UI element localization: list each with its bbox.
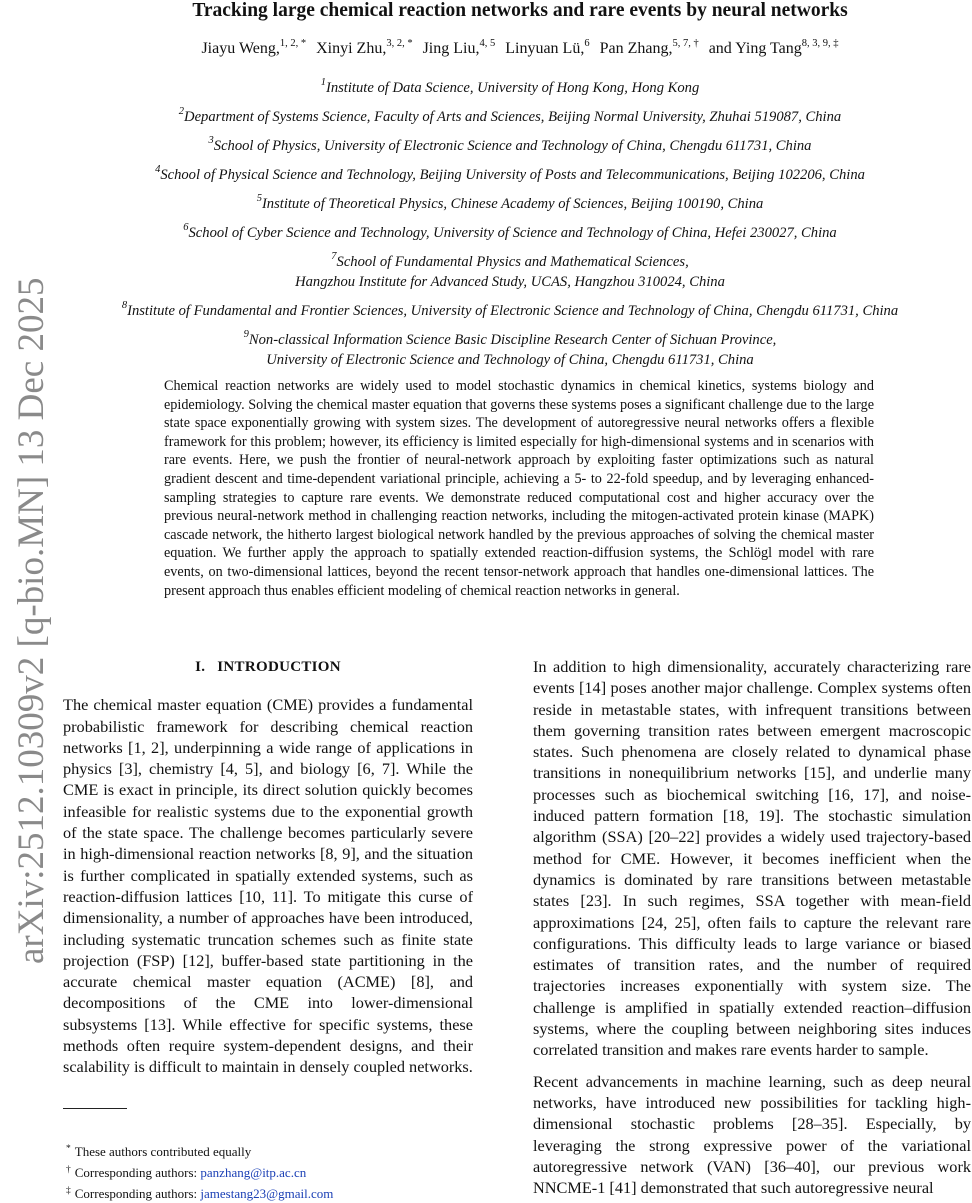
- affiliation: [60, 330, 960, 370]
- author: [423, 40, 496, 57]
- affiliation-text: School of Fundamental Physics and Mathematical Sciences,: [336, 254, 689, 270]
- affiliation-number: 4: [155, 164, 161, 175]
- body-paragraph: The chemical master equation (CME) provides a fundamental probabilistic framework for describing chemical reaction networks [1, 2], underpinning a wide range of applications in physics [3], chemistry [4, 5], and biology [6, 7]. While the CME is exact in principle, its direct solution quickly becomes infeasible for realistic systems due to the exponential growth of the state space. The challenge becomes particularly severe in high-dimensional reaction networks [8, 9], and the situation is further complicated in spatially extended systems, such as reaction-diffusion lattices [10, 11]. To mitigate this curse of dimensionality, a number of approaches have been introduced, including systematic truncation schemes such as finite state projection (FSP) [12], buffer-based state partitioning in the accurate chemical master equation (ACME) [8], and decompositions of the CME into lower-dimensional subsystems [13]. While effective for specific systems, these methods often require system-dependent designs, and their scalability is difficult to maintain in densely coupled networks.: [63, 695, 473, 1077]
- author-list: [80, 40, 960, 58]
- affiliation-text: Department of Systems Science, Faculty of Arts and Sciences, Beijing Normal University, Zhuhai 519087, China: [184, 109, 842, 125]
- footnote-text: Corresponding authors:: [74, 1165, 201, 1180]
- footnote-divider: [63, 1108, 127, 1109]
- body-paragraph: In addition to high dimensionality, accurately characterizing rare events [14] poses another major challenge. Complex systems often reside in metastable states, with infrequent transitions between them governing transition rates between emergent macroscopic states. Such phenomena are closely related to dynamical phase transitions in nonequilibrium networks [15], and underlie many processes such as biochemical switching [16, 17], and noise-induced pattern formation [18, 19]. The stochastic simulation algorithm (SSA) [20–22] provides a widely used trajectory-based method for CME. However, it becomes inefficient when the dynamics is dominated by rare transitions between metastable states [23]. In such regimes, SSA together with mean-field approximations [24, 25], often fails to capture the relevant rare configurations. This difficulty leads to large variance or biased estimates of transition rates, and the number of required trajectories increases exponentially with system size. The challenge is amplified in spatially extended reaction–diffusion systems, where the coupling between neighboring sites induces correlated transition and makes rare events harder to sample.: [533, 657, 971, 1060]
- author-affil-mark: 5, 7, †: [672, 38, 699, 49]
- author: [600, 40, 699, 57]
- author: [201, 40, 306, 57]
- author: [709, 40, 839, 57]
- footnote-text: These authors contributed equally: [74, 1144, 252, 1159]
- author: [505, 40, 589, 57]
- section-number: I.: [195, 659, 206, 675]
- affiliation-text: Non-classical Information Science Basic Discipline Research Center of Sichuan Province,: [248, 332, 777, 348]
- author-affil-mark: 8, 3, 9, ‡: [801, 38, 839, 49]
- footnote-mark: *: [66, 1144, 71, 1154]
- affiliation-line: [60, 194, 960, 214]
- affiliation-list: [60, 78, 960, 379]
- author-name: and Ying Tang: [708, 40, 802, 57]
- affiliation: [60, 194, 960, 214]
- affiliation-number: 1: [320, 77, 326, 88]
- affiliation-number: 6: [183, 222, 189, 233]
- section-heading: [63, 657, 473, 678]
- body-paragraph: Recent advancements in machine learning, such as deep neural networks, have introduced new possibilities for tackling high-dimensional stochastic problems [28–35]. Especially, by leveraging the strong expressive power of the variational autoregressive network (VAN) [36–40], our previous work NNCME-1 [41] demonstrated that such autoregressive neural: [533, 1071, 971, 1198]
- affiliation: [60, 301, 960, 321]
- affiliation: [60, 252, 960, 292]
- affiliation-line: [60, 301, 960, 321]
- affiliation-number: 9: [243, 329, 249, 340]
- footnote: [66, 1140, 333, 1161]
- affiliation: [60, 136, 960, 156]
- paper-title: Tracking large chemical reaction networks and rare events by neural networks: [192, 0, 848, 21]
- left-column: [63, 655, 473, 1078]
- footnotes: [66, 1140, 333, 1203]
- affiliation: [60, 78, 960, 98]
- author-affil-mark: 6: [584, 38, 590, 49]
- affiliation-line: [60, 330, 960, 350]
- author-name: Jing Liu,: [422, 40, 480, 57]
- footnote-mark: ‡: [66, 1186, 71, 1196]
- affiliation-line: [60, 165, 960, 185]
- author-affil-mark: 1, 2, *: [279, 38, 307, 49]
- author-affil-mark: 4, 5: [479, 38, 496, 49]
- author-name: Linyuan Lü,: [505, 40, 585, 57]
- affiliation: [60, 223, 960, 243]
- affiliation-line: Hangzhou Institute for Advanced Study, UCAS, Hangzhou 310024, China: [295, 274, 725, 290]
- affiliation-number: 3: [208, 135, 214, 146]
- affiliation-line: University of Electronic Science and Technology of China, Chengdu 611731, China: [266, 352, 754, 368]
- affiliation-line: [60, 223, 960, 243]
- affiliation-number: 5: [256, 193, 262, 204]
- footnote-text: Corresponding authors:: [74, 1186, 201, 1201]
- affiliation-text: School of Physics, University of Electronic Science and Technology of China, Chengdu 611731, China: [213, 138, 812, 154]
- affiliation-text: Institute of Data Science, University of Hong Kong, Hong Kong: [325, 80, 700, 96]
- footnote-mark: †: [66, 1165, 71, 1175]
- section-title: INTRODUCTION: [217, 659, 341, 675]
- author-name: Jiayu Weng,: [201, 40, 280, 57]
- affiliation-number: 2: [178, 106, 185, 117]
- affiliation-text: School of Cyber Science and Technology, University of Science and Technology of China, Hefei 230027, China: [188, 225, 837, 241]
- affiliation: [60, 165, 960, 185]
- affiliation-number: 7: [331, 251, 337, 262]
- author-affil-mark: 3, 2, *: [386, 38, 413, 49]
- author: [316, 40, 412, 57]
- affiliation-number: 8: [121, 300, 128, 311]
- affiliation-line: [60, 78, 960, 98]
- arxiv-side-stamp: arXiv:2512.10309v2 [q-bio.MN] 13 Dec 2025: [11, 277, 52, 964]
- right-column: [533, 656, 971, 1198]
- author-name: Pan Zhang,: [599, 40, 673, 57]
- affiliation-text: School of Physical Science and Technology, Beijing University of Posts and Telecommunications, Beijing 102206, China: [160, 167, 865, 183]
- affiliation-text: Institute of Theoretical Physics, Chinese Academy of Sciences, Beijing 100190, China: [261, 196, 764, 212]
- affiliation: [60, 107, 960, 127]
- affiliation-line: [60, 136, 960, 156]
- author-name: Xinyi Zhu,: [316, 40, 387, 57]
- footnote: [66, 1161, 333, 1182]
- abstract: Chemical reaction networks are widely used to model stochastic dynamics in chemical kinetics, systems biology and epidemiology. Solving the chemical master equation that governs these systems poses a significant challenge due to the large state space exponentially growing with system sizes. The development of autoregressive neural networks offers a flexible framework for this problem; however, its efficiency is limited especially for high-dimensional systems and in scenarios with rare events. Here, we push the frontier of neural-network approach by exploiting faster optimizations such as natural gradient descent and time-dependent variational principle, achieving a 5- to 22-fold speedup, and by leveraging enhanced-sampling strategies to capture rare events. We demonstrate reduced computational cost and higher accuracy over the previous neural-network method in challenging reaction networks, including the mitogen-activated protein kinase (MAPK) cascade network, the hitherto largest biological network handled by the previous approaches of solving the chemical master equation. We further apply the approach to spatially extended reaction-diffusion systems, the Schlögl model with rare events, on two-dimensional lattices, beyond the recent tensor-network approach that handles one-dimensional lattices. The present approach thus enables efficient modeling of chemical reaction networks in general.: [164, 378, 874, 599]
- affiliation-line: [60, 107, 960, 127]
- affiliation-text: Institute of Fundamental and Frontier Sciences, University of Electronic Science and Technology of China, Chengdu 611731, China: [127, 303, 899, 319]
- affiliation-line: [60, 252, 960, 272]
- email-link[interactable]: jamestang23@gmail.com: [200, 1186, 334, 1201]
- email-link[interactable]: panzhang@itp.ac.cn: [200, 1165, 307, 1180]
